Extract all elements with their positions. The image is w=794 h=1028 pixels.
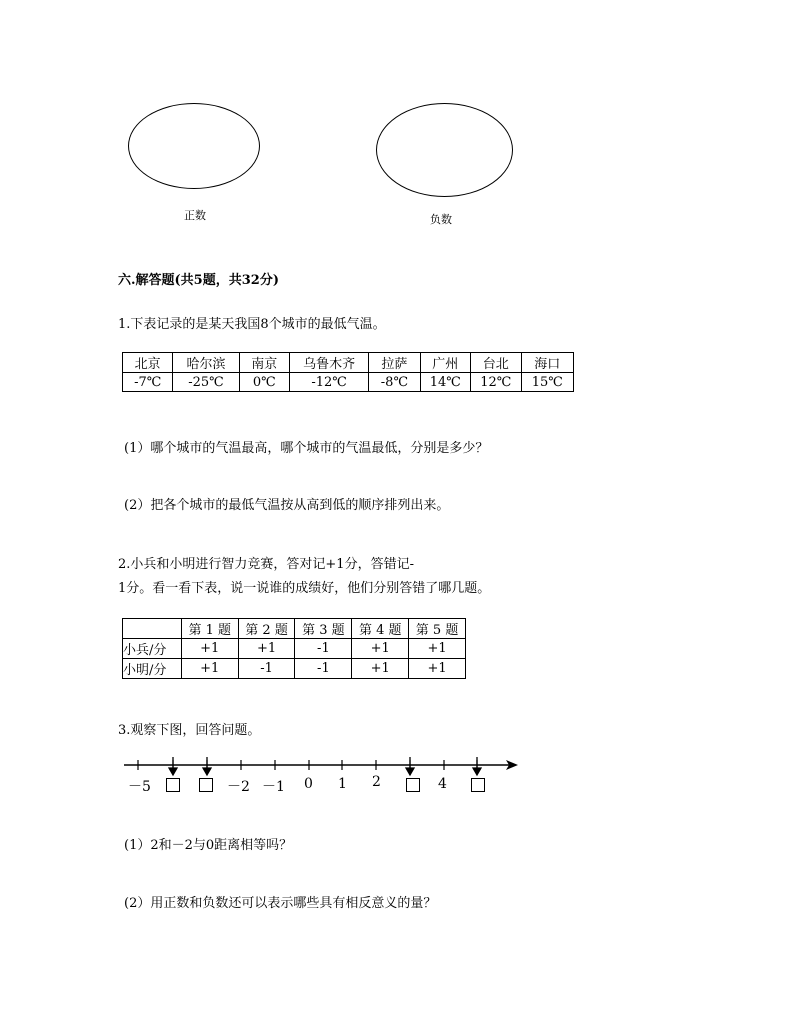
score-cell: -1 — [295, 639, 352, 659]
temperature-table-city-row — [123, 353, 574, 373]
city-cell: 拉萨 — [369, 353, 420, 373]
score-cell: +1 — [238, 639, 295, 659]
number-line-label: 1 — [338, 776, 347, 792]
temperature-table — [122, 352, 574, 392]
score-table — [122, 618, 466, 679]
q2-intro-line-1: 2.小兵和小明进行智力竞赛，答对记+1分，答错记- — [118, 557, 414, 572]
negative-number-circle — [376, 103, 513, 197]
player-name-cell: 小兵/分 — [123, 639, 182, 659]
temp-cell: 15℃ — [521, 373, 574, 392]
score-cell: +1 — [409, 639, 466, 659]
positive-number-circle — [128, 103, 260, 189]
pointer-arrow-head-icon — [169, 768, 177, 775]
city-cell: 北京 — [123, 353, 173, 373]
score-table-header-row — [123, 619, 466, 639]
negative-number-label: 负数 — [430, 213, 452, 226]
temp-cell: -25℃ — [173, 373, 239, 392]
temp-cell: 12℃ — [471, 373, 521, 392]
score-cell: +1 — [352, 659, 409, 679]
player-name-cell: 小明/分 — [123, 659, 182, 679]
header-cell: 第 2 题 — [238, 619, 295, 639]
temp-cell: -12℃ — [289, 373, 368, 392]
q1-sub-question-1: (1）哪个城市的气温最高，哪个城市的气温最低，分别是多少？ — [124, 441, 489, 456]
number-line-label: －2 — [227, 779, 250, 795]
city-cell: 乌鲁木齐 — [289, 353, 368, 373]
q3-sub-question-2: (2）用正数和负数还可以表示哪些具有相反意义的量？ — [124, 896, 437, 911]
number-line-label: －1 — [262, 779, 285, 795]
score-cell: +1 — [181, 639, 238, 659]
temp-cell: 14℃ — [420, 373, 470, 392]
answer-box[interactable] — [166, 778, 180, 792]
pointer-arrows — [169, 757, 481, 775]
temperature-table-temp-row — [123, 373, 574, 392]
header-cell — [123, 619, 182, 639]
section-title: 六.解答题(共5题，共32分) — [118, 273, 279, 288]
number-line — [120, 755, 530, 777]
score-cell: +1 — [352, 639, 409, 659]
city-cell: 南京 — [239, 353, 289, 373]
pointer-arrow-head-icon — [203, 768, 211, 775]
number-line-label: 0 — [304, 776, 313, 792]
positive-number-label: 正数 — [184, 209, 206, 222]
score-table-row-xiaobing — [123, 639, 466, 659]
q2-intro-line-2: 1分。看一看下表，说一说谁的成绩好，他们分别答错了哪几题。 — [118, 581, 491, 596]
city-cell: 哈尔滨 — [173, 353, 239, 373]
header-cell: 第 3 题 — [295, 619, 352, 639]
score-table-row-xiaoming — [123, 659, 466, 679]
header-cell: 第 5 题 — [409, 619, 466, 639]
score-cell: -1 — [295, 659, 352, 679]
number-line-label: 2 — [372, 774, 381, 790]
q1-intro: 1.下表记录的是某天我国8个城市的最低气温。 — [118, 317, 386, 332]
score-cell: -1 — [238, 659, 295, 679]
answer-box[interactable] — [471, 778, 485, 792]
temp-cell: 0℃ — [239, 373, 289, 392]
temp-cell: -8℃ — [369, 373, 420, 392]
answer-box[interactable] — [406, 778, 420, 792]
city-cell: 广州 — [420, 353, 470, 373]
pointer-arrow-head-icon — [473, 768, 481, 775]
city-cell: 台北 — [471, 353, 521, 373]
header-cell: 第 4 题 — [352, 619, 409, 639]
number-line-label: －5 — [128, 779, 151, 795]
score-cell: +1 — [409, 659, 466, 679]
city-cell: 海口 — [521, 353, 574, 373]
number-line-label: 4 — [438, 776, 447, 792]
temp-cell: -7℃ — [123, 373, 173, 392]
answer-box[interactable] — [199, 778, 213, 792]
score-cell: +1 — [181, 659, 238, 679]
q3-intro: 3.观察下图，回答问题。 — [118, 723, 261, 738]
q1-sub-question-2: (2）把各个城市的最低气温按从高到低的顺序排列出来。 — [124, 498, 450, 513]
q3-sub-question-1: (1）2和－2与0距离相等吗？ — [124, 838, 293, 853]
header-cell: 第 1 题 — [181, 619, 238, 639]
pointer-arrow-head-icon — [406, 768, 414, 775]
